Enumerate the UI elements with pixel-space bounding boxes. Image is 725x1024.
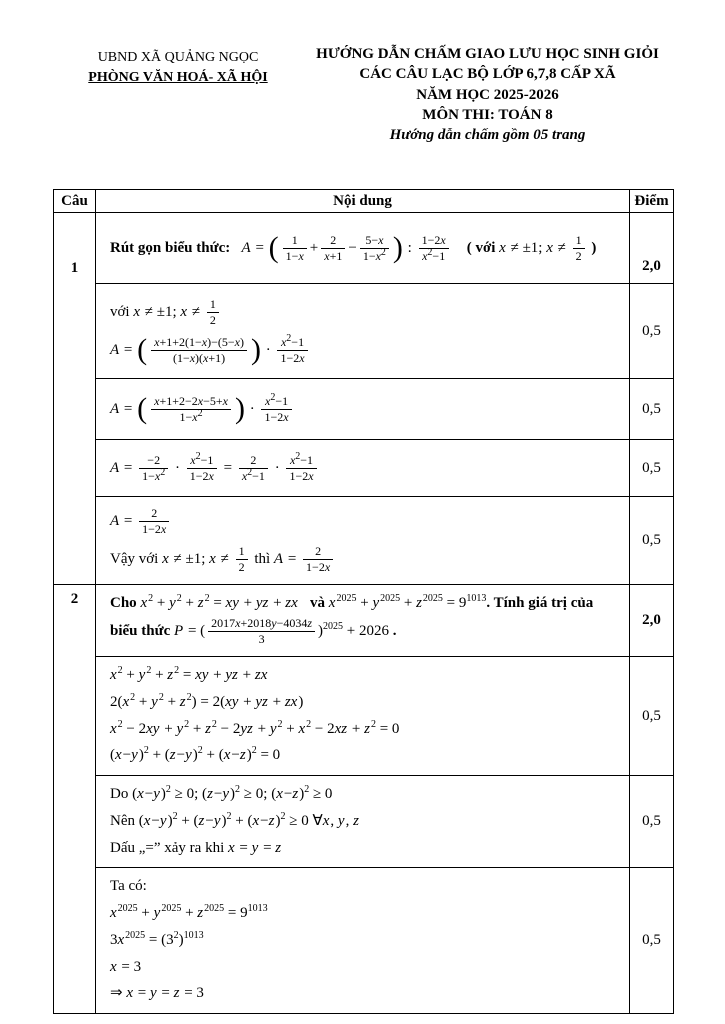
math-fraction: $\frac{1-2x}{x^2-1}$ (419, 233, 449, 264)
q2-step-row-1 (54, 657, 674, 776)
formula-line (110, 811, 619, 833)
title-line-4: MÔN THI: TOÁN 8 (422, 106, 553, 123)
math-expression: P = ( (174, 622, 206, 639)
q2-statement-row (54, 585, 674, 657)
math-expression: $(x-y)^2 \ge 0$; $(z-y)^2 \ge 0$; $(x-z)^2 \ge 0$ (132, 784, 333, 802)
math-expression: A = (110, 513, 137, 530)
q1-step-1-score: 0,5 (630, 284, 674, 379)
q1-number-cell (54, 213, 96, 585)
math-fraction: $\frac{2}{x+1}$ (321, 233, 345, 264)
math-expression: A = (110, 459, 137, 476)
bold-text-run: Cho (110, 595, 141, 612)
formula-line (110, 983, 619, 1005)
math-paren: ( (137, 333, 148, 367)
math-expression: ⇒ x = y = z = 3 (110, 985, 204, 1002)
math-fraction: $\frac{x^2-1}{1-2x}$ (286, 453, 316, 484)
q1-step-row-3 (54, 440, 674, 497)
formula-line (110, 296, 619, 329)
math-expression: x ≠ ±1; x ≠ (162, 551, 233, 568)
math-fraction: $\frac{x^2-1}{1-2x}$ (261, 394, 291, 425)
formula-line (110, 930, 619, 952)
answer-key-table (53, 189, 674, 1014)
math-fraction: $\frac{2}{1-2x}$ (303, 544, 333, 575)
q1-step-3-score: 0,5 (630, 440, 674, 497)
math-expression: $(x-y)^2 + (z-y)^2 + (x-z)^2 \ge 0$ ∀x, y, z (138, 810, 359, 829)
formula-line (110, 452, 619, 485)
math-expression: A = (110, 341, 137, 358)
q1-statement (96, 213, 630, 284)
formula-line (110, 334, 619, 367)
math-expression: A = (241, 239, 268, 256)
math-expression: $x^2 + y^2 + z^2$ = xy + yz + zx (140, 593, 298, 612)
math-expression: · (245, 400, 259, 417)
q2-step-2-score: 0,5 (630, 776, 674, 868)
q2-step-row-3 (54, 868, 674, 1014)
q2-step-2-content (96, 776, 630, 868)
text-run: Nên (110, 812, 139, 829)
math-expression: A = (273, 551, 301, 568)
math-fraction: $\frac{1}{2}$ (573, 233, 585, 264)
math-expression: $x^2 + y^2 + z^2$ = xy + yz + zx (110, 665, 268, 683)
title-line-2: CÁC CÂU LẠC BỘ LỚP 6,7,8 CẤP XÃ (359, 66, 616, 83)
title-line-3: NĂM HỌC 2025-2026 (416, 86, 559, 103)
formula-line (110, 719, 619, 741)
q1-step-2-content (96, 379, 630, 440)
formula-line (110, 593, 619, 648)
math-expression: x ≠ ±1; x ≠ (499, 239, 570, 256)
formula-line (110, 745, 619, 767)
text-run: với (110, 303, 134, 320)
math-expression: − (348, 239, 357, 256)
formula-line (110, 505, 619, 538)
formula-line (110, 692, 619, 714)
math-expression: x ≠ ±1; x ≠ (133, 303, 204, 320)
q2-score: 2,0 (630, 585, 674, 657)
bold-text-run: Rút gọn biểu thức: (110, 239, 242, 256)
bold-text-run: . (389, 622, 397, 639)
title-note: Hướng dẫn chấm gồm 05 trang (389, 127, 586, 143)
col-header-cau: Câu (54, 190, 96, 213)
q2-step-row-2 (54, 776, 674, 868)
q1-step-1-content (96, 284, 630, 379)
formula-line (110, 232, 619, 265)
formula-line (110, 665, 619, 687)
math-paren: ( (137, 392, 148, 426)
formula-line (110, 903, 619, 925)
col-header-diem: Điểm (630, 190, 674, 213)
bold-text-run: . Tính giá trị của biểu thức (110, 595, 597, 639)
math-fraction: $\frac{-2}{1-x^2}$ (139, 453, 168, 484)
math-expression: x = y = z (228, 839, 282, 856)
q1-step-row-1 (54, 284, 674, 379)
table-header-row (54, 190, 674, 213)
text-run: Dấu „=” xảy ra khi (110, 839, 228, 856)
q1-score: 2,0 (630, 213, 674, 284)
math-expression: $(x-y)^2 + (z-y)^2 + (x-z)^2 = 0$ (110, 745, 281, 764)
math-expression: A = (110, 400, 137, 417)
math-fraction: $\frac{x+1+2(1-x)-(5-x)}{(1-x)(x+1)}$ (151, 335, 247, 366)
math-expression: + (309, 239, 319, 256)
math-expression: $3x^{2025} = (3^2)^{1013}$ (110, 929, 204, 948)
q2-step-3-score: 0,5 (630, 868, 674, 1014)
text-run: Vậy với (110, 551, 163, 568)
document-header (53, 44, 672, 145)
q2-step-3-content (96, 868, 630, 1014)
org-name-top: UBND XÃ QUẢNG NGỌC (97, 50, 259, 65)
math-expression: x = 3 (110, 958, 142, 975)
q1-step-4-content (96, 497, 630, 585)
formula-line (110, 838, 619, 860)
math-paren: ) (392, 231, 403, 265)
col-header-noidung: Nội dung (96, 190, 630, 213)
org-name-bottom: PHÒNG VĂN HOÁ- XÃ HỘI (88, 69, 268, 85)
q2-step-1-score: 0,5 (630, 657, 674, 776)
q1-step-3-content (96, 440, 630, 497)
math-fraction: $\frac{5-x}{1-x^2}$ (360, 233, 389, 264)
issuing-org-block (53, 44, 303, 87)
math-expression: = (219, 459, 236, 476)
q1-step-2-score: 0,5 (630, 379, 674, 440)
math-expression: $2(x^2 + y^2 + z^2) = 2(xy$ + yz + zx) (110, 691, 304, 710)
q2-number: 2 (70, 591, 79, 608)
math-expression: · (171, 459, 184, 476)
formula-line (110, 543, 619, 576)
math-fraction: $\frac{x^2-1}{1-2x}$ (187, 453, 217, 484)
math-fraction: $\frac{1}{2}$ (236, 544, 248, 575)
math-expression: $x^2 - 2xy + y^2 + z^2 - 2yz + y^2 + x^2 - 2xz + z^2 = 0$ (110, 718, 400, 737)
math-paren: ( (268, 231, 279, 265)
q2-statement (96, 585, 630, 657)
document-title-block (303, 44, 672, 145)
math-fraction: $\frac{1}{2}$ (207, 297, 219, 328)
formula-line (110, 393, 619, 426)
math-fraction: $\frac{2}{x^2-1}$ (239, 453, 268, 484)
math-expression: $x^{2025} + y^{2025} + z^{2025} = 9^{1013}$ (110, 903, 268, 921)
math-expression: : (403, 239, 416, 256)
text-run: Do (110, 786, 133, 802)
q1-step-row-4 (54, 497, 674, 585)
q1-statement-row (54, 213, 674, 284)
text-run: thì (250, 551, 274, 568)
q1-step-4-score: 0,5 (630, 497, 674, 585)
math-expression: · (261, 341, 275, 358)
q1-step-row-2 (54, 379, 674, 440)
bold-text-run: ) (587, 239, 597, 256)
math-paren: ) (234, 392, 245, 426)
bold-text-run: và (298, 595, 329, 612)
math-fraction: $\frac{1}{1-x}$ (283, 233, 307, 264)
math-fraction: $\frac{2017x+2018y-4034z}{3}$ (208, 616, 315, 647)
math-expression: )$^{2025}$ + 2026 (318, 620, 390, 639)
q2-number-cell (54, 585, 96, 1014)
formula-line (110, 784, 619, 806)
math-expression: $x^{2025} + y^{2025} + z^{2025} = 9^{1013}$ (328, 593, 487, 612)
q1-number: 1 (70, 260, 79, 277)
bold-text-run: ( với (451, 239, 500, 256)
formula-line (110, 957, 619, 979)
math-fraction: $\frac{x^2-1}{1-2x}$ (277, 335, 307, 366)
text-run: Ta có: (110, 878, 147, 895)
math-fraction: $\frac{x+1+2-2x-5+x}{1-x^2}$ (151, 394, 231, 425)
formula-line (110, 876, 619, 898)
math-expression: · (270, 459, 284, 476)
q2-step-1-content (96, 657, 630, 776)
title-line-1: HƯỚNG DẪN CHẤM GIAO LƯU HỌC SINH GIỎI (316, 46, 659, 62)
math-paren: ) (250, 333, 261, 367)
math-fraction: $\frac{2}{1-2x}$ (139, 506, 169, 537)
